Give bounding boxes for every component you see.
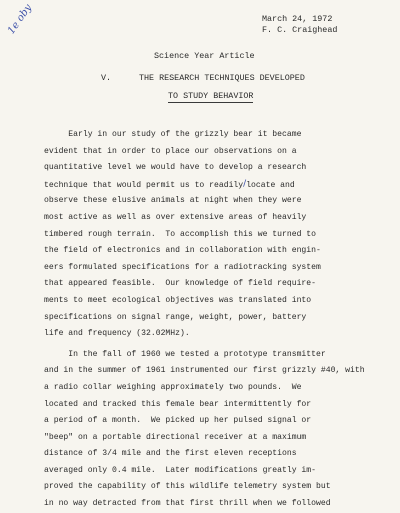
body-line: a period of a month. We picked up her pulsed signal or: [44, 416, 312, 426]
section-title-line-2: TO STUDY BEHAVIOR: [168, 91, 254, 101]
body-line: eers formulated specifications for a radiotracking system: [44, 262, 321, 272]
section-number: V.: [101, 73, 112, 83]
body-line: most active as well as over extensive areas of heavily: [44, 212, 307, 222]
body-line: ments to meet ecological objectives was translated into: [44, 295, 312, 305]
body-line: averaged only 0.4 mile. Later modifications greatly im-: [44, 465, 316, 475]
body-line-part: locate and: [246, 180, 295, 190]
document-date: March 24, 1972: [262, 14, 333, 24]
body-line: and in the summer of 1961 instrumented our first grizzly #40, with: [44, 366, 365, 376]
section-heading: [101, 73, 305, 83]
body-line: Early in our study of the grizzly bear it became: [44, 130, 302, 139]
document-author: F. C. Craighead: [262, 25, 338, 35]
section-title-line-1: THE RESEARCH TECHNIQUES DEVELOPED: [139, 73, 305, 83]
body-line: in no way detracted from that first thrill when we followed: [44, 499, 331, 509]
document-header: [262, 14, 337, 36]
body-line: quantitative level we would have to develop a research: [44, 163, 307, 173]
body-line: a radio collar weighing approximately two pounds. We: [44, 382, 302, 392]
article-heading: Science Year Article: [154, 51, 255, 61]
body-line-part: technique that would permit us to readily: [44, 180, 244, 190]
section-heading-line-2: [168, 91, 253, 101]
body-line: timbered rough terrain. To accomplish this we turned to: [44, 229, 316, 239]
body-line: specifications on signal range, weight, power, battery: [44, 312, 307, 322]
body-line: observe these elusive animals at night when they were: [44, 196, 302, 206]
body-line: In the fall of 1960 we tested a prototype transmitter: [44, 349, 326, 359]
body-line: life and frequency (32.02MHz).: [44, 329, 190, 339]
body-line: that appeared feasible. Our knowledge of field require-: [44, 279, 316, 289]
body-line-with-insertion: [44, 177, 394, 194]
body-line: the field of electronics and in collaboration with engin-: [44, 246, 321, 256]
handwritten-note: 1e oby: [6, 2, 35, 37]
body-text: [44, 127, 394, 513]
body-line: proved the capability of this wildlife telemetry system but: [44, 482, 331, 492]
body-line: located and tracked this female bear intermittently for: [44, 399, 312, 409]
handwritten-insertion-mark: /: [243, 178, 247, 189]
body-line: "beep" on a portable directional receiver at a maximum: [44, 432, 307, 442]
body-line: distance of 3/4 mile and the first eleven receptions: [44, 449, 297, 459]
body-line: evident that in order to place our observations on a: [44, 146, 297, 156]
